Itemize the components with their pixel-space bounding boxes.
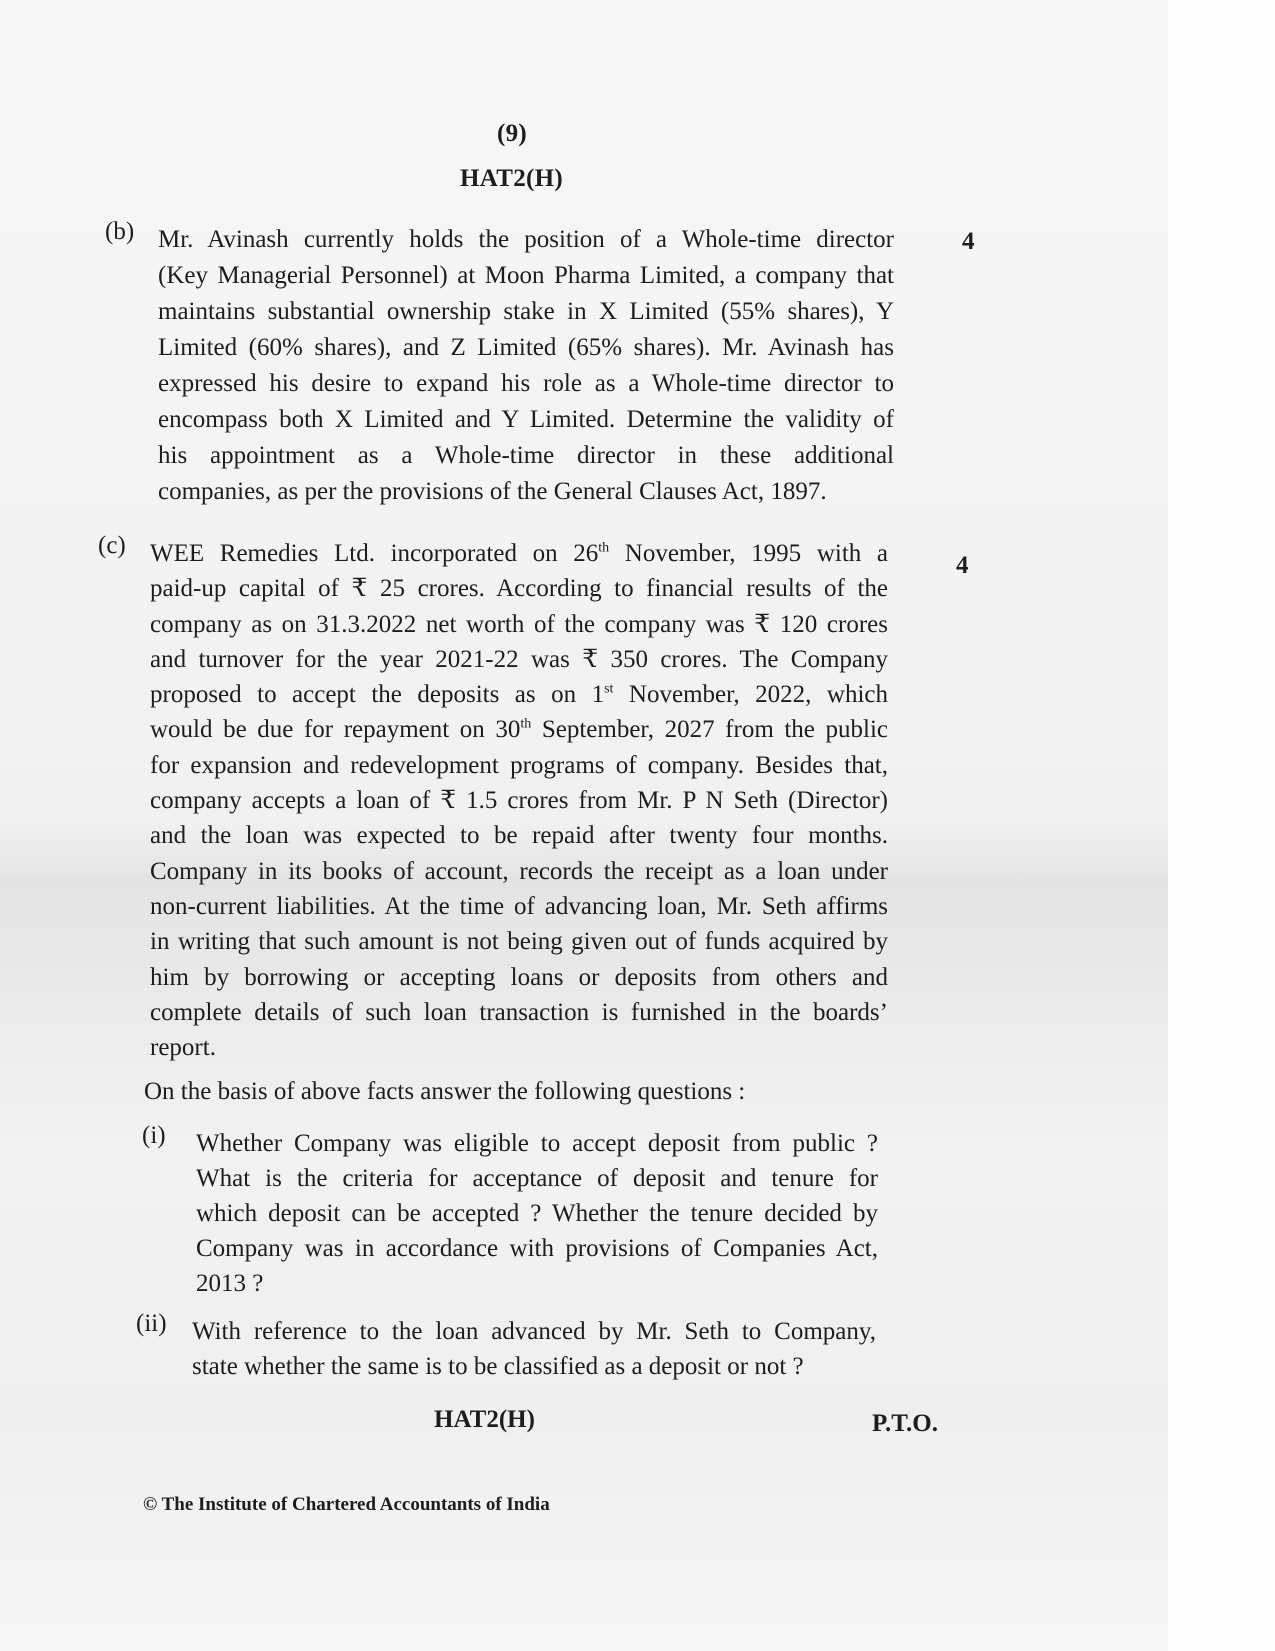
question-c-text-part: November, 1995 with a <box>609 540 888 567</box>
ordinal-suffix: st <box>604 681 614 697</box>
question-c-line: in writing that such amount is not being given out of funds acquired by <box>150 928 888 956</box>
question-b-line: companies, as per the provisions of the General Clauses Act, 1897. <box>158 478 827 505</box>
question-c-line: Company in its books of account, records the receipt as a loan under <box>150 857 888 885</box>
sub-question-ii-line: With reference to the loan advanced by Mr. Seth to Company, <box>192 1318 876 1345</box>
question-c-text-part: proposed to accept the deposits as on 1 <box>150 681 605 709</box>
sub-question-ii-text <box>192 1314 876 1384</box>
question-c-line <box>150 712 888 747</box>
question-c-line: paid-up capital of ₹ 25 crores. According to financial results of the <box>150 575 888 603</box>
question-c-line: report. <box>150 1034 216 1062</box>
question-c-line <box>150 536 888 571</box>
question-b-line: Mr. Avinash currently holds the position of a Whole-time director <box>158 226 894 253</box>
sub-question-ii-line: state whether the same is to be classified as a deposit or not ? <box>192 1353 804 1380</box>
question-b-line: maintains substantial ownership stake in X Limited (55% shares), Y <box>158 298 894 325</box>
question-c-text <box>150 536 888 1065</box>
question-c-line <box>150 677 888 712</box>
question-b-marks: 4 <box>962 228 975 255</box>
question-c-line: him by borrowing or accepting loans or deposits from others and <box>150 963 888 991</box>
question-c-intro: On the basis of above facts answer the following questions : <box>144 1078 746 1105</box>
question-c-text-part: would be due for repayment on 30 <box>150 716 521 744</box>
question-c-line: and turnover for the year 2021-22 was ₹ 350 crores. The Company <box>150 645 888 673</box>
question-b-line: (Key Managerial Personnel) at Moon Pharma Limited, a company that <box>158 262 894 289</box>
question-b-label: (b) <box>105 218 135 245</box>
question-c-text-part: November, 2022, which <box>613 681 888 709</box>
sub-question-i-line: Whether Company was eligible to accept deposit from public ? <box>196 1130 878 1157</box>
question-c-line: for expansion and redevelopment programs of company. Besides that, <box>150 751 888 779</box>
copyright-notice: © The Institute of Chartered Accountants of India <box>143 1494 550 1515</box>
sub-question-i-text <box>196 1126 878 1301</box>
question-c-line: company as on 31.3.2022 net worth of the company was ₹ 120 crores <box>150 610 888 638</box>
question-c-line: complete details of such loan transaction is furnished in the boards’ <box>150 998 888 1026</box>
sub-question-i-label: (i) <box>142 1122 166 1149</box>
sub-question-i-line: What is the criteria for acceptance of deposit and tenure for <box>196 1165 878 1192</box>
question-b-line: expressed his desire to expand his role as a Whole-time director to <box>158 370 894 397</box>
question-b-text <box>158 222 894 510</box>
sub-question-i-line: which deposit can be accepted ? Whether the tenure decided by <box>196 1200 878 1227</box>
page-number: (9) <box>497 120 528 147</box>
paper-code-footer: HAT2(H) <box>434 1406 535 1433</box>
sub-question-ii-label: (ii) <box>136 1310 167 1337</box>
question-c-line: non-current liabilities. At the time of advancing loan, Mr. Seth affirms <box>150 892 888 920</box>
ordinal-suffix: th <box>520 717 532 733</box>
sub-question-i-line: Company was in accordance with provisions of Companies Act, <box>196 1235 878 1262</box>
ordinal-suffix: th <box>598 540 610 556</box>
question-c-line: and the loan was expected to be repaid after twenty four months. <box>150 822 888 850</box>
question-c-text-part: WEE Remedies Ltd. incorporated on 26 <box>150 540 599 567</box>
question-b-line: Limited (60% shares), and Z Limited (65% shares). Mr. Avinash has <box>158 334 894 361</box>
sub-question-i-line: 2013 ? <box>196 1270 264 1297</box>
question-c-label: (c) <box>98 532 126 559</box>
question-c-text-part: September, 2027 from the public <box>531 716 888 744</box>
question-c-marks: 4 <box>956 552 969 579</box>
question-b-line: encompass both X Limited and Y Limited. Determine the validity of <box>158 406 894 433</box>
pto-label: P.T.O. <box>872 1410 938 1437</box>
question-c-line: company accepts a loan of ₹ 1.5 crores from Mr. P N Seth (Director) <box>150 787 888 815</box>
question-b-line: his appointment as a Whole-time director in these additional <box>158 442 894 469</box>
paper-code-header: HAT2(H) <box>460 165 564 192</box>
scan-margin <box>1168 0 1275 1651</box>
